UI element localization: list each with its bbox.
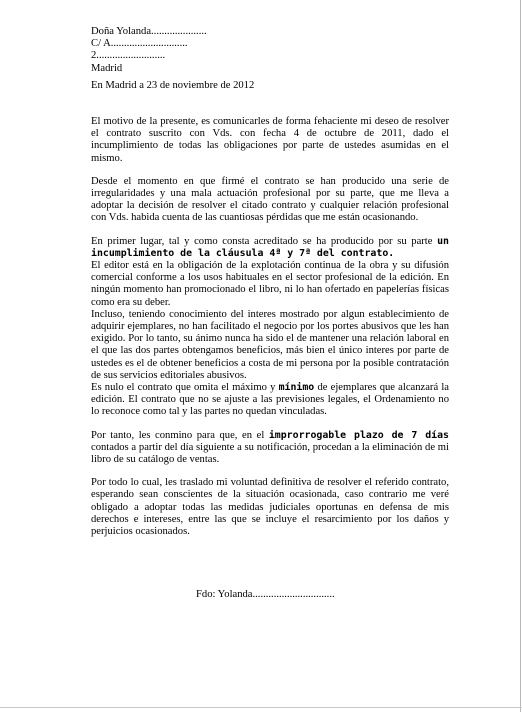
- paragraph-5: Por todo lo cual, les traslado mi voluntad definitiva de resolver el referido contrato, esperando sean conscientes de la situación ocasionada, caso contrario me veré obligado a adoptar todas las medidas judiciales oportunas en defensa de mis derechos e intereses, entre las que se incluye el resarcimiento por los daños y perjuicios ocasionados.: [91, 477, 449, 538]
- recipient-line2: 2..........................: [91, 50, 166, 62]
- paragraph-4-bold-deadline: improrrogable plazo de 7 días: [268, 429, 449, 441]
- paragraph-3-bold-clause: un incumplimiento de la cláusula 4ª y 7ª del contrato.: [91, 235, 449, 259]
- signature-line: Fdo: Yolanda...............................: [196, 589, 335, 600]
- paragraph-1: El motivo de la presente, es comunicarles de forma fehaciente mi deseo de resolver el contrato suscrito con Vds. con fecha 4 de octubre de 2011, dado el incumplimiento de todas las obligaciones por parte de ustedes asumidas en el mismo.: [91, 116, 449, 164]
- letter-body: [91, 116, 449, 549]
- paragraph-3-intro: En primer lugar, tal y como consta acreditado se ha producido por su parte: [91, 235, 438, 247]
- paragraph-3-nulo: [91, 382, 449, 419]
- paragraph-4-a: Por tanto, les conmino para que, en el: [91, 429, 269, 441]
- paragraph-4: [91, 430, 449, 467]
- paragraph-3-incluso: Incluso, teniendo conocimiento del interes mostrado por algun establecimiento de adquirir ejemplares, no han facilitado el negocio por los portes abusivos que les han exigido. Por lo tanto, su ánimo nunca ha sido el de mantener una relación laboral en el que las dos partes obtengamos beneficios, más bien el único interes por parte de ustedes es el de obtener beneficios a costa de mi persona por la posible contratación de sus servicios editoriales abusivos.: [91, 308, 449, 381]
- paragraph-3-nulo-a: Es nulo el contrato que omita el máximo y: [91, 382, 279, 394]
- paragraph-2: Desde el momento en que firmé el contrato se han producido una serie de irregularidades y una mala actuación profesional por su parte, que me lleva a adoptar la decisión de resolver el citado contrato y cualquier relación profesional con Vds. habida cuenta de las cuantiosas pérdidas que me están ocasionando.: [91, 175, 449, 224]
- paragraph-4-b: contados a partir del día siguiente a su notificación, procedan a la eliminación de mi libro de su catálogo de ventas.: [91, 441, 449, 466]
- page-edge-bottom: [0, 707, 522, 708]
- recipient-street: C/ A.............................: [91, 38, 188, 50]
- recipient-city: Madrid: [91, 62, 123, 74]
- page-edge-right: [520, 0, 521, 712]
- date-line: En Madrid a 23 de noviembre de 2012: [91, 80, 255, 91]
- recipient-address: [91, 26, 207, 75]
- paragraph-3-editor: El editor está en la obligación de la explotación continua de la obra y su difusión comercial conforme a los usos habituales en el sector profesional de la edición. En ningún momento han promocionado el libro, ni lo han ofertado en papelerías físicas como era su deber.: [91, 260, 449, 308]
- paragraph-3: [91, 236, 449, 419]
- paragraph-3-minimo: mínimo: [278, 382, 315, 394]
- recipient-name: Doña Yolanda.....................: [91, 26, 207, 37]
- paragraph-3-nulo-b: de ejemplares que alcanzará la edición. El contrato que no se ajuste a las previsiones legales, el Ordenamiento no lo reconoce como tal y las partes no quedan vinculadas.: [91, 382, 450, 418]
